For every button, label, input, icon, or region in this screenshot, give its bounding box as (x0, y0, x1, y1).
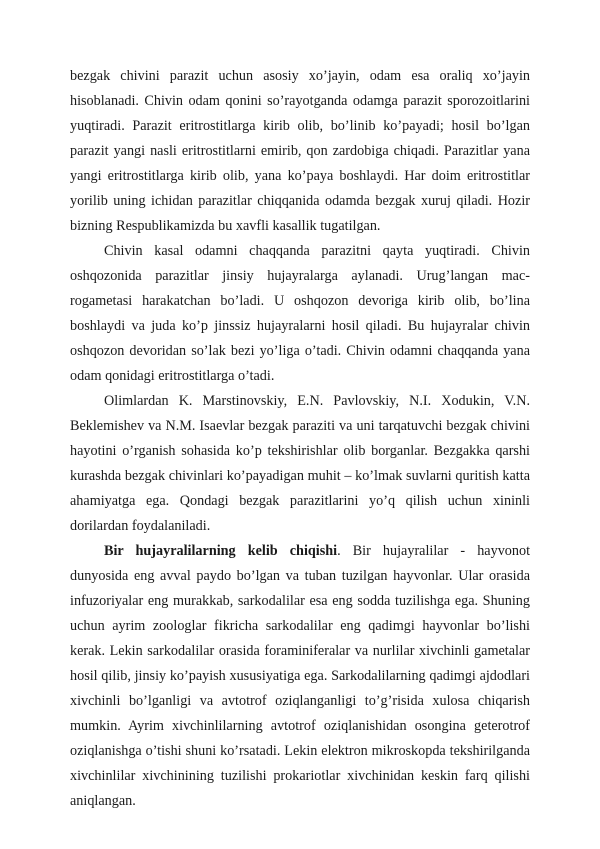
paragraph-1 (70, 64, 530, 239)
paragraph-1-text: bezgak chivini parazit uchun asosiy xo’jayin, odam esa oraliq xo’jayin hisoblanadi. Chivin odam qonini so’rayotganda odamga parazit sporozoitlarini yuqtiradi. Parazit eritrostitlarga kirib olib, bo’linib ko’payadi; hosil bo’lgan parazit yangi nasli eritrostitlarni emirib, qon zardobiga chiqadi. Parazitlar yana yangi eritrostitlarga kirib olib, yana ko’paya boshlaydi. Har doim eritrostitlar yorilib uning ichidan parazitlar chiqqanida odamda bezgak xuruj qiladi. Hozir bizning Respublikamizda bu xavfli kasallik tugatilgan. (70, 68, 530, 234)
paragraph-4 (70, 539, 530, 814)
paragraph-2-text: Chivin kasal odamni chaqqanda parazitni qayta yuqtiradi. Chivin oshqozonida parazitlar jinsiy hujayralarga aylanadi. Urug’langan mac-rogametasi harakatchan bo’ladi. U oshqozon devoriga kirib olib, bo’lina boshlaydi va juda ko’p jinssiz hujayralarni hosil qiladi. Bu hujayralar chivin oshqozon devoridan so’lak bezi yo’liga o’tadi. Chivin odamni chaqqanda yana odam qonidagi eritrostitlarga o’tadi. (70, 243, 530, 384)
paragraph-2 (70, 239, 530, 389)
section-heading-inline: Bir hujayralilarning kelib chiqishi (104, 543, 338, 559)
document-page (70, 64, 530, 814)
paragraph-3-text: Olimlardan K. Marstinovskiy, E.N. Pavlovskiy, N.I. Xodukin, V.N. Beklemishev va N.M. Isaevlar bezgak paraziti va uni tarqatuvchi bezgak chivini hayotini o’rganish sohasida ko’p tekshirishlar olib borganlar. Bezgakka qarshi kurashda bezgak chivinlari ko’payadigan muhit – ko’lmak suvlarni quritish katta ahamiyatga ega. Qondagi bezgak parazitlarini yo’q qilish uchun xininli dorilardan foydalaniladi. (70, 393, 530, 534)
paragraph-4-text: . Bir hujayralilar - hayvonot dunyosida eng avval paydo bo’lgan va tuban tuzilgan hayvonlar. Ular orasida infuzoriyalar eng murakkab, sarkodalilar esa eng sodda tuzilishga ega. Shuning uchun ayrim zoologlar fikricha sarkodalilar eng qadimgi hayvonlar bo’lishi kerak. Lekin sarkodalilar orasida foraminiferalar va nurlilar xivchinli gametalar hosil qilib, jinsiy ko’payish xususiyatiga ega. Sarkodalilarning qadimgi ajdodlari xivchinli bo’lganligi va avtotrof oziqlanganligi to’g’risida xulosa chiqarish mumkin. Ayrim xivchinlilarning avtotrof oziqlanishidan osongina geterotrof oziqlanishga o’tishi shuni ko’rsatadi. Lekin elektron mikroskopda tekshirilganda xivchinlilar xivchinining tuzilishi prokariotlar xivchinidan keskin farq qilishi aniqlangan. (70, 543, 531, 809)
paragraph-3 (70, 389, 530, 539)
